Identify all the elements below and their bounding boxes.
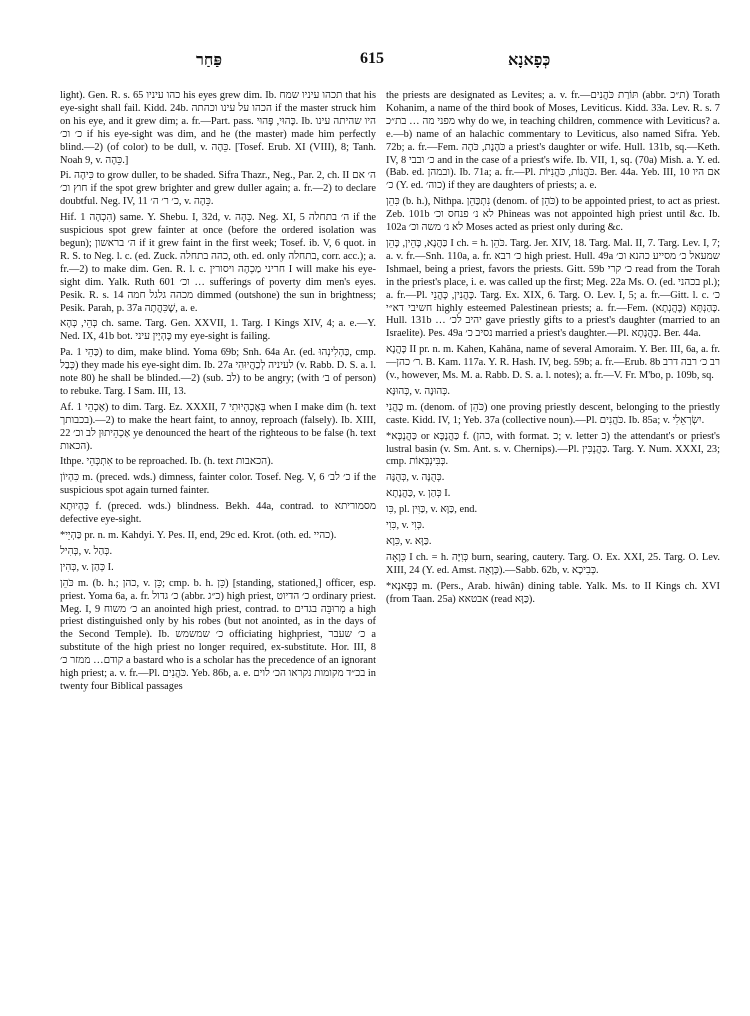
entry-paragraph: Pa. כַּהֵי 1) to dim, make blind. Yoma 69b; Snh. 64a Ar. (ed. כַּהְלִינְהוּ, cmp. כְּבַל) they made his eye-sight dim. Ib. 27a לעיניה לְכַהֲיוּהִי (v. Rabb. D. S. a. l. note 80) he shall be blinded.—2) (sub. לב) to be angry; (with ב׳ of person) to rebuke. Targ. I Sam. III, 13.	[60, 347, 376, 397]
entry-paragraph: *כַּהֲנְכָּא or כַּהֲנָכָּא f. (כהן, with format. כ; v. letter כ) the attendant's or priest's lustral basin (v. Sm. Ant. s. v. Chernips).—Pl. כַּהֲנְכִּין. Targ. Y. Num. XXXI, 23; cmp. כְּבִּינְבְּאוֹת.	[386, 430, 720, 468]
entry-paragraph: Ithpe. אִתְכְּהֵי to be reproached. Ib. (h. text הכאבות).	[60, 456, 274, 468]
entry-paragraph: כִּו, pl. כַּוִּין, v. כַּוָּא, end.	[386, 504, 478, 516]
entry-paragraph: כְּהֵי, כְּהָא ch. same. Targ. Gen. XXVII, 1. Targ. I Kings XIV, 4; a. e.—Y. Ned. IX, 41b bot. כָּהְיָין עיני my eye-sight is failing.	[60, 318, 376, 343]
page-number: 615	[360, 50, 384, 67]
entry-paragraph: כְּוָאָה I ch. = h. כְּוִיָּה burn, searing, cautery. Targ. O. Ex. XXI, 25. Targ. O. Lev. XIII, 24 (Y. ed. Amst. כְּוָאָה).—Sabb. 62b, v. כְּבִיכָא.	[386, 551, 720, 576]
entry-paragraph: כְּהָיוּתָא f. (preced. wds.) blindness. Bekh. 44a, contrad. to מסמוריתא defective eye-sight.	[60, 501, 376, 526]
entry-paragraph: כִּהְיוֹן m. (preced. wds.) dimness, fainter color. Tosef. Neg. V, 6 כ׳ לב׳ if the suspicious spot again turned fainter.	[60, 472, 376, 497]
running-head-left-word: פַּחַר	[196, 52, 223, 69]
entry-paragraph: כְּהוּנָּא, v. כְּהוּנָה.	[386, 385, 450, 397]
entry-paragraph: light). Gen. R. s. 65 כהו עיניו his eyes grew dim. Ib. תכהו עיניו שמח that his eye-sight shall fail. Kidd. 24b. הכהו על עינו וכהתה if the master struck him on his eye, and it grew dim; a. fr.—Part. pass. כָּהוּי, פָּהוּי. Ib. היו שהיתה עינו כ׳ וכ׳ if his eye-sight was dim, and he (the master) made him perfectly blind.—2) (of color) to be dull, v. כֵּהֶה. [Tosef. Erub. XI (VIII), 8; Tanh. Noah 9, v. כֵּהָה.]	[60, 90, 376, 166]
entry-paragraph: כַּהֲנָתָא, v. כְּהַן I.	[386, 488, 451, 500]
entry-paragraph: Pi. כִּיהָה to grow duller, to be shaded. Sifra Thazr., Neg., Par. 2, ch. II ה׳ אם חוץ וכ׳ if the spot grew brighter and grew duller again; a. fr.—2) to declare doubtful. Neg. IV, 11 כ׳ ר׳ ה׳, v. כֵּהָה.	[60, 170, 376, 208]
entry-paragraph: the priests are designated as Levites; a. v. fr.—תּוֹרַת כֹּהֲנִים (abbr. ת״כ) Torath Kohanim, a name of the third book of Moses, Leviticus. Kidd. 33a. Lev. R. s. 7 מפני מה … בת״כ why do we, in teaching children, commence with Leviticus? a. e.—b) name of an halachic commentary to Leviticus, also named Sifra. Yeb. 72b; a. fr.—Fem. כֹּהֶנֶת, כֹּהָה a priest's daughter or wife. Hull. 131b, sq.—Keth. IV, 8 כ׳ ובבי and in the case of a priest's wife. Ib. VII, 1, sq. (70a) Mish. a. Y. ed. (Bab. ed. ובמהן). Ib. 71a; a. fr.—Pl. כֹּהֲנוֹת, כֹּהֲנִיּוֹת. Ber. 44a. Yeb. III, 10 אם היו כ׳ (Y. ed. כוה׳) if they are daughters of priests; a. e.	[386, 90, 720, 192]
running-head-right-word: כְּפָאנָא	[508, 52, 551, 69]
entry-paragraph: Hif. הִכְהָה 1) same. Y. Shebu. I, 32d, v. כֵּהָה. Neg. XI, 5 ה׳ בתחלה if the suspicious spot grew fainter at once (before the ordered isolation was begun); ה׳ בראשון if it grew faint in the first week; Tosef. ib. V, 6 quot. in R. S. to Neg. l. c. (ed. Zuck. כהה בתחלה, oth. ed. only בתחלה, corr. acc.); a. fr.—2) to make dim. Gen. R. l. c. חריני מַכְהֶה ויסורין I will make his eye-sight dim. Yalk. Ruth 601 וכ׳ … sufferings of poverty dim men's eyes. Pesik. R. s. 14 מכהה גלגל חמה dimmed (outshone) the sun in brightness; Pesik. Parah, p. 37a שֶׁכִּהֲתָה, a. e.	[60, 212, 376, 314]
entry-paragraph: כְּהֻנָּה, v. כְּהֻנָּה.	[386, 472, 445, 484]
entry-paragraph: *כַּהְיֵי pr. n. m. Kahdyi. Y. Pes. II, end, 29c ed. Krot. (oth. ed. כהיי).	[60, 530, 337, 541]
left-column	[60, 90, 376, 1002]
right-column	[386, 90, 720, 1002]
entry-paragraph: כַּהֲנָא, כָּהֵין, כָּהֵן I ch. = h. כֹּהֵן. Targ. Jer. XIV, 18. Targ. Mal. II, 7. Targ. Lev. I, 7; a. v. fr.—Snh. 110a, a. fr. כ׳ רבא high priest. Hull. 49a שמעאל כ׳ מסייע כהנא וכ׳ Ishmael, being a priest, favors the priests. Gitt. 59b כ׳ קרי read from the Torah in the priest's place, i. e. was called up the first; Meg. 22a Ms. O. (ed. בכהני pl.); a. fr.—Pl. כָּהֲנִין, כָּהֲנֵי. Targ. Ex. XIX, 6. Targ. O. Lev. I, 5; a. fr.—Gitt. l. c. כ׳ חשיבי דא״י highly esteemed Palestinean priests; a. fr.—Fem. כָּהַנְתָּא (כָּהֲנְתָא). Hull. 131b … יהיב לכ׳ gave priestly gifts to a priest's daughter (married to an Israelite). Pes. 49a נסיב כ׳ married a priest's daughter.—Pl. כָּהֲנָתָא. Ber. 44a.	[386, 237, 720, 340]
entry-paragraph: כְּהִיל, v. כְּהַל.	[60, 545, 113, 557]
entry-paragraph: כִּוָא, v. כַּוָּא.	[386, 536, 432, 547]
entry-paragraph: כִּוִי, v. כְּוִי.	[386, 520, 425, 532]
entry-paragraph: *כְּפָאנָא m. (Pers., Arab. hiwân) dining table. Yalk. Ms. to II Kings ch. XVI (from Taan. 25a) אבטאא (read כַּוָּא).	[386, 580, 720, 605]
entry-paragraph: כָּהֲנָא II pr. n. m. Kahen, Kahăna, name of several Amoraim. Y. Ber. III, 6a, a. fr.—ר׳ כהן. B. Kam. 117a. Y. R. Hash. IV, beg. 59b; a. fr.—Erub. 8b רב כ׳ רבה דרב (v., however, Ms. M. a. Rabb. D. S. a. l. notes); a. fr.—V. Fr. M'bo, p. 109b, sq.	[386, 344, 720, 382]
entry-paragraph: כָּהֲנִי m. (denom. of כֹּהֵן) one proving priestly descent, belonging to the priestly caste. Kidd. IV, 1; Yeb. 37a (collective noun).—Pl. כֹּהֲנִים. Ib. 85a; v. יִשְׂרְאֵלִי.	[386, 401, 720, 426]
running-head	[0, 44, 750, 68]
entry-paragraph: כֹּהֵן m. (b. h.; כהן, v. כֵּן; cmp. b. h. כֵּן) [standing, stationed,] officer, esp. priest. Yoma 6a, a. fr. כ׳ גדול (abbr. כ״ג) high priest, כ׳ הדיוט ordinary priest. Meg. I, 9 כ׳ משוח an anointed high priest, contrad. to מְרוּבֵּה בגדים a high priest distinguished only by his robes (but not anointed, as in the days of the Second Temple). Ib. כ׳ שמשמש officiating highpriest, כ׳ שעבר a substitute of the high priest no longer required, ex-substitute. Hor. III, 8 קודם… ממזר כ׳ a bastard who is a scholar has the precedence of an ignorant high priest; a. v. fr.—Pl. כֹּהֲנִים. Yeb. 86b, a. e. בכ״ד מקומות נקראו הכ׳ לוים in twenty four Biblical passages	[60, 577, 376, 692]
entry-paragraph: Af. אַכְהֵי 1) to dim. Targ. Ez. XXXII, 7 בְּאַכְהָיוּתִי when I make dim (h. text בכבותך).—2) to make the heart faint, to annoy, reproach (falsely). Ib. XIII, 22 אַכְהֵיתוּן לב וכ׳ ye denounced the heart of the righteous to be false (h. text הכאות).	[60, 401, 376, 452]
entry-paragraph: כְּהִין, v. כְּהַן I.	[60, 561, 114, 573]
entry-paragraph: כִּהֵן (b. h.), Nithpa. נִתְכַּהֵן (denom. of כֹּהֵן) to be appointed priest, to act as priest. Zeb. 101b לא נ׳ פנחס וכ׳ Phineas was not appointed high priest until &c. Ib. 102a לא נ׳ משה וכ׳ Moses acted as priest only during &c.	[386, 196, 720, 234]
